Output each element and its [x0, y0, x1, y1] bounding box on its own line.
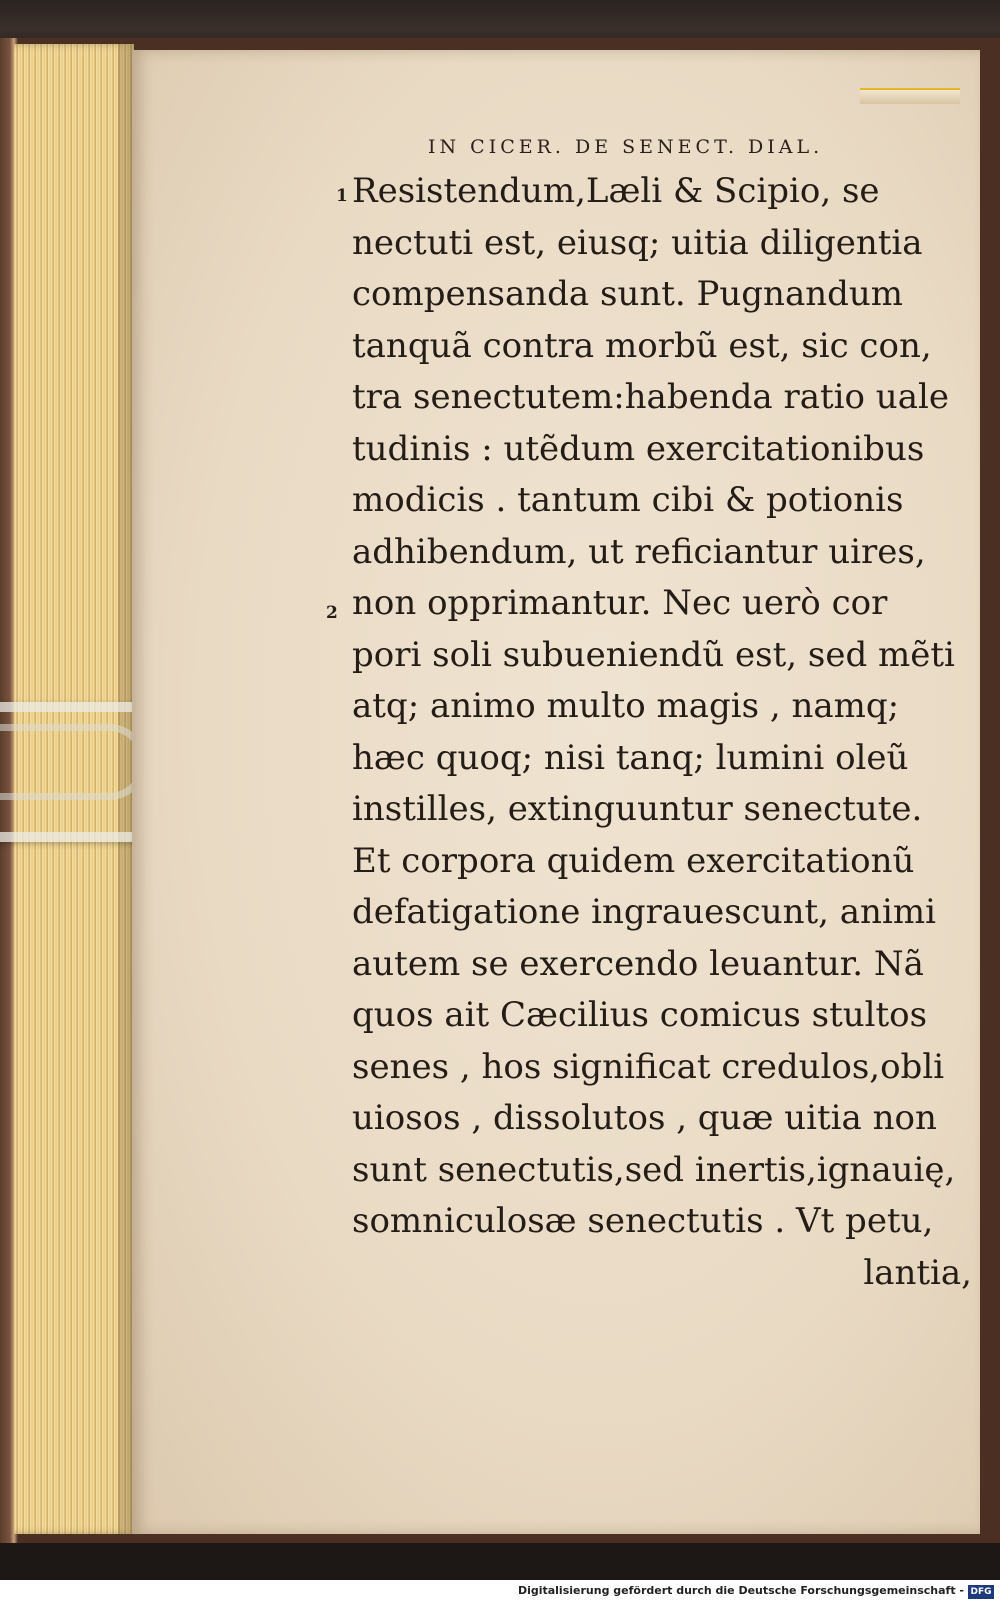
text-line: sunt senectutis,sed inertis,ignauię,: [352, 1149, 956, 1190]
text-line: modicis . tantum cibi & potionis: [352, 480, 904, 520]
text-line: atq; animo multo magis , namq;: [352, 686, 900, 726]
text-line: Et corpora quidem exercitationũ: [352, 840, 915, 881]
text-line: Resistendum,Læli & Scipio, se: [352, 171, 880, 211]
text-line: adhibendum, ut reficiantur uires,: [352, 531, 926, 572]
text-line: hæc quoq; nisi tanq; lumini oleũ: [352, 737, 909, 778]
margin-marker: 2: [326, 603, 338, 623]
text-line: instilles, extinguuntur senectute.: [352, 789, 923, 829]
text-line: autem se exercendo leuantur. Nã: [352, 943, 924, 984]
text-line: senes , hos significat credulos,obli: [352, 1046, 945, 1087]
page-corner-ribbon: [860, 88, 960, 104]
text-line: tanquã contra morbũ est, sic con,: [352, 325, 932, 366]
text-line: defatigatione ingrauescunt, animi: [352, 892, 936, 932]
text-line: somniculosæ senectutis . Vt petu,: [352, 1201, 934, 1241]
paper-clip-inner: [0, 724, 147, 800]
text-line: compensanda sunt. Pugnandum: [352, 274, 904, 314]
text-line: nectuti est, eiusq; uitia diligentia: [352, 222, 923, 263]
text-line: quos ait Cæcilius comicus stultos: [352, 995, 928, 1035]
body-text: [352, 166, 972, 1299]
margin-marker: 1: [336, 186, 348, 206]
catchword: lantia,: [863, 1252, 972, 1293]
text-line: tudinis : utẽdum exercitationibus: [352, 428, 925, 469]
text-line: tra senectutem:habenda ratio uale: [352, 377, 949, 417]
running-head: IN CICER. DE SENECT. DIAL.: [428, 136, 824, 158]
dfg-credit: Digitalisierung gefördert durch die Deutsche Forschungsgemeinschaft -: [517, 1584, 964, 1597]
text-line: non opprimantur. Nec uerò cor: [352, 583, 888, 623]
dfg-logo: DFG: [968, 1585, 994, 1599]
text-line: uiosos , dissolutos , quæ uitia non: [352, 1098, 937, 1138]
text-line: pori soli subueniendũ est, sed mẽti: [352, 634, 955, 675]
